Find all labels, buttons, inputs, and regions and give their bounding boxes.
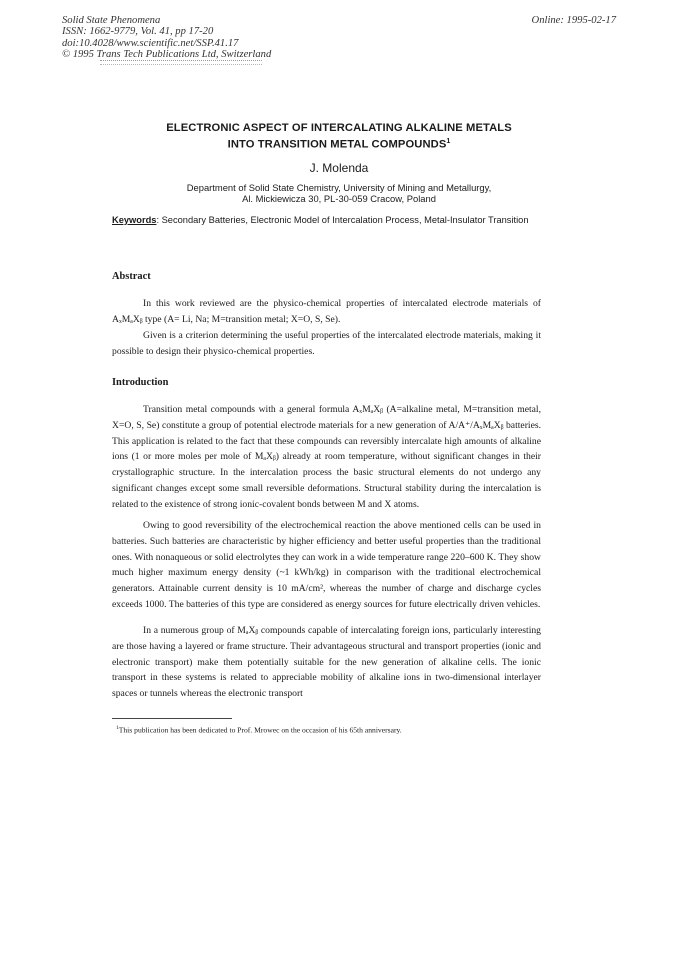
paper-title-line-1: ELECTRONIC ASPECT OF INTERCALATING ALKALINE METALS [166,122,512,134]
intro-p1-text: Transition metal compounds with a general formula AₓMₐXᵦ (A=alkaline metal, M=transition metal, X=O, S, Se) constitute a group of potential electrode materials for a new generation of A/A⁺/AₓMₐXᵦ batteries. This application is related to the fact that these compounds can reversibly intercalate high amounts of alkaline ions (1 or more moles per mole of MₐXᵦ) already at room temperature, without significant changes in their crystallographic structure. In the intercalation process the basic structural elements do not undergo any significant changes except some small reversible deformations. Structural stability during the intercalation is related to the existence of strong ionic-covalent bonds between M and X atoms. [112,404,541,510]
intro-paragraph-2 [112,518,541,613]
intro-p3-text: In a numerous group of MₐXᵦ compounds capable of intercalating foreign ions, particularly interesting are those having a layered or frame structure. Their advantageous structural and transport properties (ionic and electronic transport) make them potentially suitable for the new generation of alkaline cells. The ionic transport in these systems is related to appreciable mobility of alkaline ions in two-dimensional interlayer spaces or tunnels whereas the electronic transport [112,625,541,700]
author-name: J. Molenda [309,161,369,175]
abstract-heading: Abstract [112,271,151,282]
footnote-mark: 1 [116,725,119,731]
journal-issn: ISSN: 1662-9779, Vol. 41, pp 17-20 [62,26,214,38]
abstract-paragraph-2 [112,328,541,360]
journal-name: Solid State Phenomena [62,15,161,26]
footnote-divider [112,718,232,719]
keywords [112,215,542,227]
scan-artifact-line [100,60,262,65]
intro-paragraph-3 [112,623,541,702]
paper-title-line-2 [0,135,678,152]
paper-title-text: INTO TRANSITION METAL COMPOUNDS [227,138,447,151]
footnote [116,725,402,735]
keywords-text: : Secondary Batteries, Electronic Model of Intercalation Process, Metal-Insulator Transition [156,215,529,225]
abstract-p1-text: In this work reviewed are the physico-chemical properties of intercalated electrode materials of AₓMₐXᵦ type (A= Li, Na; M=transition metal; X=O, S, Se). [112,298,541,325]
online-date: Online: 1995-02-17 [531,15,616,26]
intro-p2-text: Owing to good reversibility of the electrochemical reaction the above mentioned cells can be used in batteries. Such batteries are characteristic by higher efficiency and better useful properties than the traditional ones. With nonaqueous or solid electrolytes they can work in a wide temperature range 220–600 K. They show much higher maximum energy density (~1 kWh/kg) in comparison with the traditional electrochemical generators. Attainable current density is 10 mA/cm², whereas the number of charge and discharge cycles exceeds 1000. The batteries of this type are considered as energy sources for future electrically driven vehicles. [112,520,541,610]
affiliation-line-1: Department of Solid State Chemistry, University of Mining and Metallurgy, [186,182,492,193]
intro-paragraph-1 [112,402,541,513]
journal-header [62,15,271,60]
keywords-label: Keywords [112,215,157,225]
footnote-text: This publication has been dedicated to Prof. Mrowec on the occasion of his 65th anniversary. [118,725,402,735]
journal-doi: doi:10.4028/www.scientific.net/SSP.41.17 [62,37,239,49]
abstract-p2-text: Given is a criterion determining the useful properties of the intercalated electrode materials, making it possible to design their physico-chemical properties. [112,330,541,357]
affiliation-line-2: Al. Mickiewicza 30, PL-30-059 Cracow, Poland [242,193,436,204]
abstract-paragraph-1 [112,296,541,328]
journal-copyright: © 1995 Trans Tech Publications Ltd, Switzerland [62,48,272,60]
title-footnote-mark: 1 [446,138,451,145]
introduction-heading: Introduction [112,377,169,388]
